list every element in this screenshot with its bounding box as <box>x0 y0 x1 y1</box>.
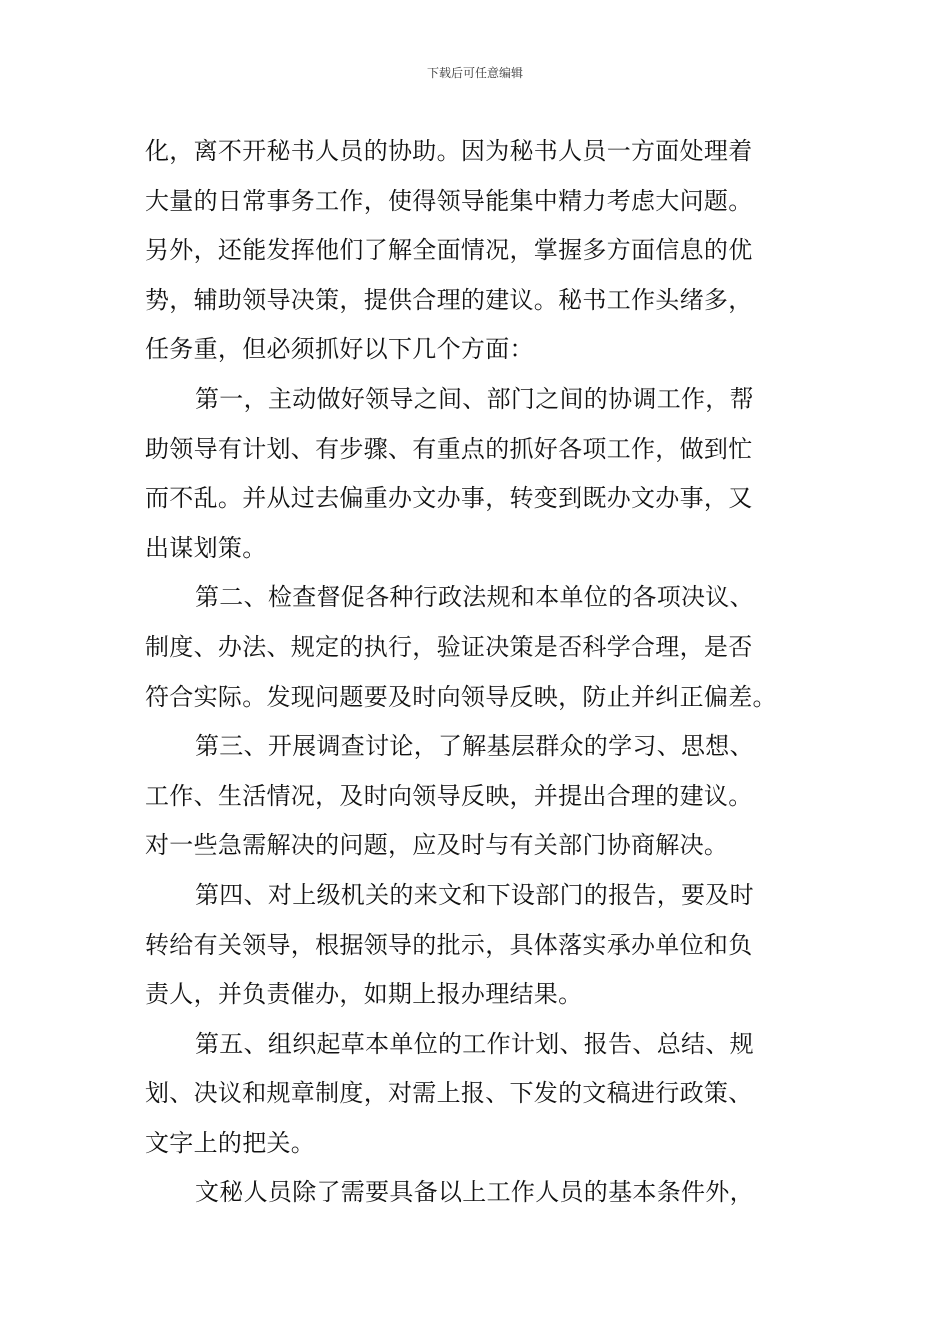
text-line: 第三、开展调查讨论，了解基层群众的学习、思想、 <box>195 732 754 761</box>
text-line: 助领导有计划、有步骤、有重点的抓好各项工作，做到忙 <box>145 434 753 463</box>
text-line: 第五、组织起草本单位的工作计划、报告、总结、规 <box>195 1029 754 1058</box>
text-line: 符合实际。发现问题要及时向领导反映，防止并纠正偏差。 <box>145 682 777 711</box>
paragraph-point-1 <box>145 375 805 573</box>
text-line: 制度、办法、规定的执行，验证决策是否科学合理，是否 <box>145 632 753 661</box>
text-line: 第四、对上级机关的来文和下设部门的报告，要及时 <box>195 880 754 909</box>
text-line: 文秘人员除了需要具备以上工作人员的基本条件外， <box>195 1178 754 1207</box>
text-line: 势，辅助领导决策，提供合理的建议。秘书工作头绪多， <box>145 285 753 314</box>
text-line: 任务重，但必须抓好以下几个方面： <box>145 335 534 364</box>
text-line: 出谋划策。 <box>145 533 267 562</box>
text-line: 另外，还能发挥他们了解全面情况，掌握多方面信息的优 <box>145 236 753 265</box>
text-line: 工作、生活情况，及时向领导反映，并提出合理的建议。 <box>145 781 753 810</box>
text-line: 化，离不开秘书人员的协助。因为秘书人员一方面处理着 <box>145 137 753 165</box>
text-line: 责人，并负责催办，如期上报办理结果。 <box>145 980 583 1009</box>
text-line: 第二、检查督促各种行政法规和本单位的各项决议、 <box>195 583 754 612</box>
paragraph-point-2 <box>145 573 805 722</box>
text-line: 大量的日常事务工作，使得领导能集中精力考虑大问题。 <box>145 186 753 215</box>
text-line: 转给有关领导，根据领导的批示，具体落实承办单位和负 <box>145 930 753 959</box>
text-line: 划、决议和规章制度，对需上报、下发的文稿进行政策、 <box>145 1079 753 1108</box>
paragraph-point-5 <box>145 1020 805 1169</box>
paragraph-point-3 <box>145 722 805 871</box>
paragraph-point-4 <box>145 871 805 1020</box>
page-header: 下载后可任意编辑 <box>426 66 523 80</box>
text-line: 对一些急需解决的问题，应及时与有关部门协商解决。 <box>145 831 729 860</box>
text-line: 文字上的把关。 <box>145 1128 316 1157</box>
paragraph-intro <box>145 127 805 375</box>
text-line: 而不乱。并从过去偏重办文办事，转变到既办文办事，又 <box>145 484 753 513</box>
paragraph-closing <box>145 1168 805 1218</box>
document-body <box>145 127 805 1218</box>
text-line: 第一，主动做好领导之间、部门之间的协调工作，帮 <box>195 384 754 413</box>
